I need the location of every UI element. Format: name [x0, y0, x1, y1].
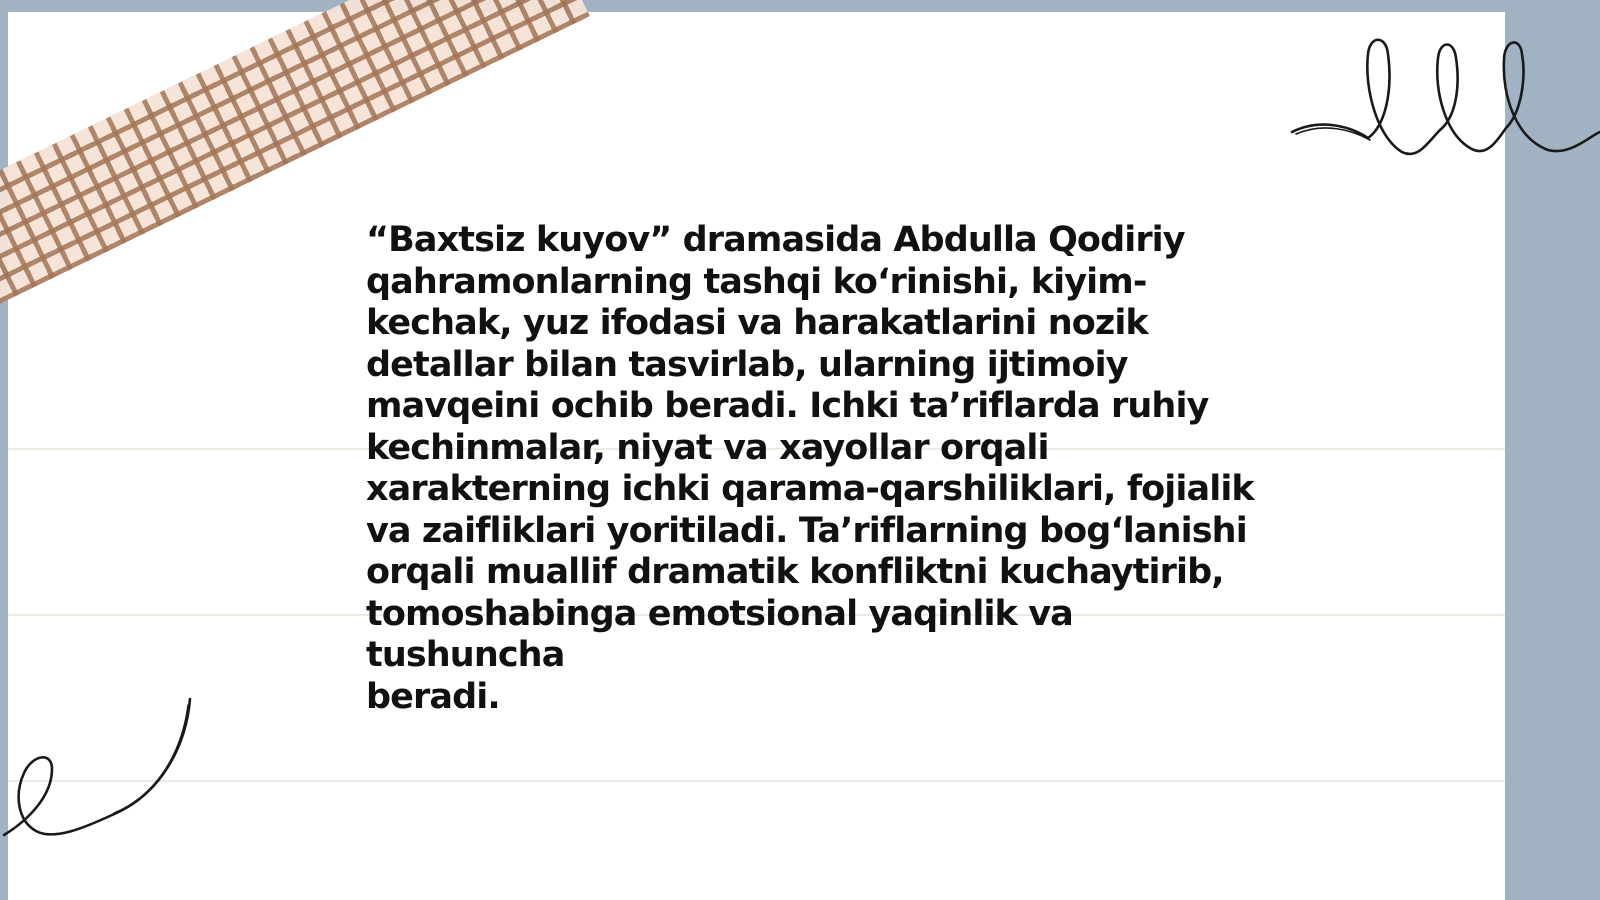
- paragraph-text: [366, 220, 1271, 718]
- text-line: kechak, yuz ifodasi va harakatlarini nozik: [366, 303, 1148, 343]
- ruled-line: [8, 780, 1505, 782]
- text-line: “Baxtsiz kuyov” dramasida Abdulla Qodiriy: [366, 220, 1185, 260]
- text-line: xarakterning ichki qarama-qarshiliklari, fojialik: [366, 469, 1254, 509]
- text-line: mavqeini ochib beradi. Ichki ta’riflarda ruhiy: [366, 386, 1209, 426]
- text-line: va zaifliklari yoritiladi. Ta’riflarning bog‘lanishi: [366, 510, 1247, 551]
- text-line: detallar bilan tasvirlab, ularning ijtimoiy: [366, 344, 1128, 385]
- text-line: tomoshabinga emotsional yaqinlik va tushuncha: [366, 593, 1073, 675]
- text-line: kechinmalar, niyat va xayollar orqali: [366, 427, 1049, 468]
- text-line: orqali muallif dramatik konfliktni kuchaytirib,: [366, 552, 1224, 592]
- text-line: qahramonlarning tashqi ko‘rinishi, kiyim-: [366, 261, 1147, 302]
- text-line: beradi.: [366, 676, 500, 717]
